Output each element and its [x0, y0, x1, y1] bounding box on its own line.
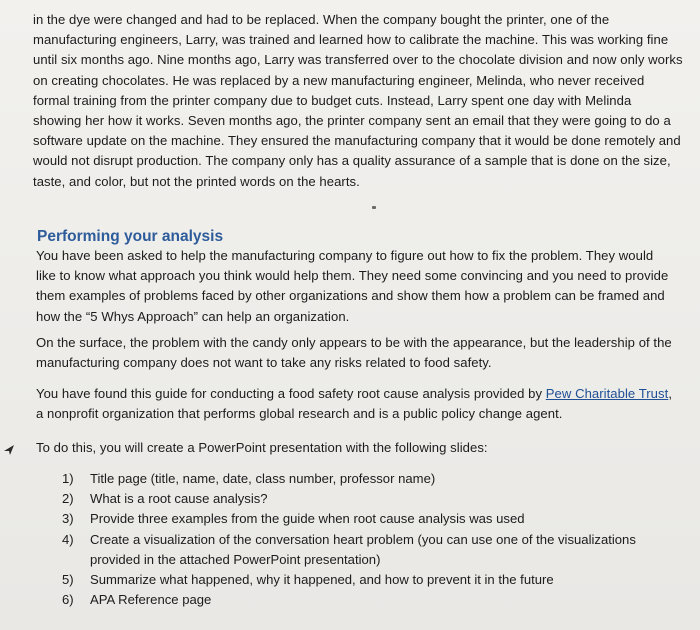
- guide-text-before-link: You have found this guide for conducting a food safety root cause analysis provided by: [36, 386, 546, 401]
- section-heading: Performing your analysis: [37, 228, 224, 245]
- list-item: [62, 509, 682, 529]
- list-item-text: Create a visualization of the conversation heart problem (you can use one of the visualizations provided in the attached PowerPoint presentation): [90, 531, 636, 567]
- pew-charitable-trust-link[interactable]: Pew Charitable Trust: [545, 386, 669, 401]
- list-item-number: 3): [62, 511, 74, 527]
- list-item-text: Summarize what happened, why it happened, and how to prevent it in the future: [90, 572, 554, 588]
- slides-list: [62, 469, 682, 610]
- list-item-number: 4): [62, 531, 74, 547]
- list-item-number: 5): [62, 572, 74, 588]
- guide-paragraph: [36, 384, 681, 424]
- analysis-paragraph: You have been asked to help the manufacturing company to figure out how to fix the problem. They would like to know what approach you think would help them. They need some convincing and you need to provide them examples of problems faced by other organizations and show them how a problem can be framed and how the “5 Whys Approach” can help an organization.: [36, 248, 669, 324]
- list-item-number: 6): [62, 592, 74, 608]
- list-item-text: Title page (title, name, date, class number, professor name): [90, 471, 436, 486]
- list-item-number: 1): [62, 471, 74, 486]
- list-item: [62, 489, 682, 509]
- list-item-text: APA Reference page: [90, 592, 212, 608]
- list-item-text: Provide three examples from the guide when root cause analysis was used: [90, 511, 525, 527]
- surface-paragraph: On the surface, the problem with the candy only appears to be with the appearance, but the leadership of the manufacturing company does not want to take any risks related to food safety.: [36, 335, 672, 371]
- cursor-arrow-icon: [2, 443, 16, 457]
- stray-mark: [372, 206, 376, 209]
- list-item: [62, 570, 682, 590]
- intro-paragraph: in the dye were changed and had to be replaced. When the company bought the printer, one of the manufacturing engineers, Larry, was trained and learned how to calibrate the machine. This was working fine until six months ago. Nine months ago, Larry was transferred over to the chocolate division and now only works on creating chocolates. He was replaced by a new manufacturing engineer, Melinda, who never received formal training from the printer company due to budget cuts. Instead, Larry spent one day with Melinda showing her how it works. Seven months ago, the printer company sent an email that they were going to do a software update on the machine. They ensured the manufacturing company that it would be done remotely and would not disrupt production. The company only has a quality assurance of a sample that is done on the size, taste, and color, but not the printed words on the hearts.: [33, 12, 683, 189]
- list-item: [62, 469, 682, 489]
- task-intro: To do this, you will create a PowerPoint presentation with the following slides:: [36, 440, 488, 455]
- list-item-text: What is a root cause analysis?: [90, 491, 268, 507]
- list-item-number: 2): [62, 491, 74, 507]
- guide-text-after-link: , a nonprofit organization that performs global research and is a public policy change agent.: [36, 386, 673, 422]
- list-item: [62, 590, 682, 610]
- list-item: [62, 530, 682, 570]
